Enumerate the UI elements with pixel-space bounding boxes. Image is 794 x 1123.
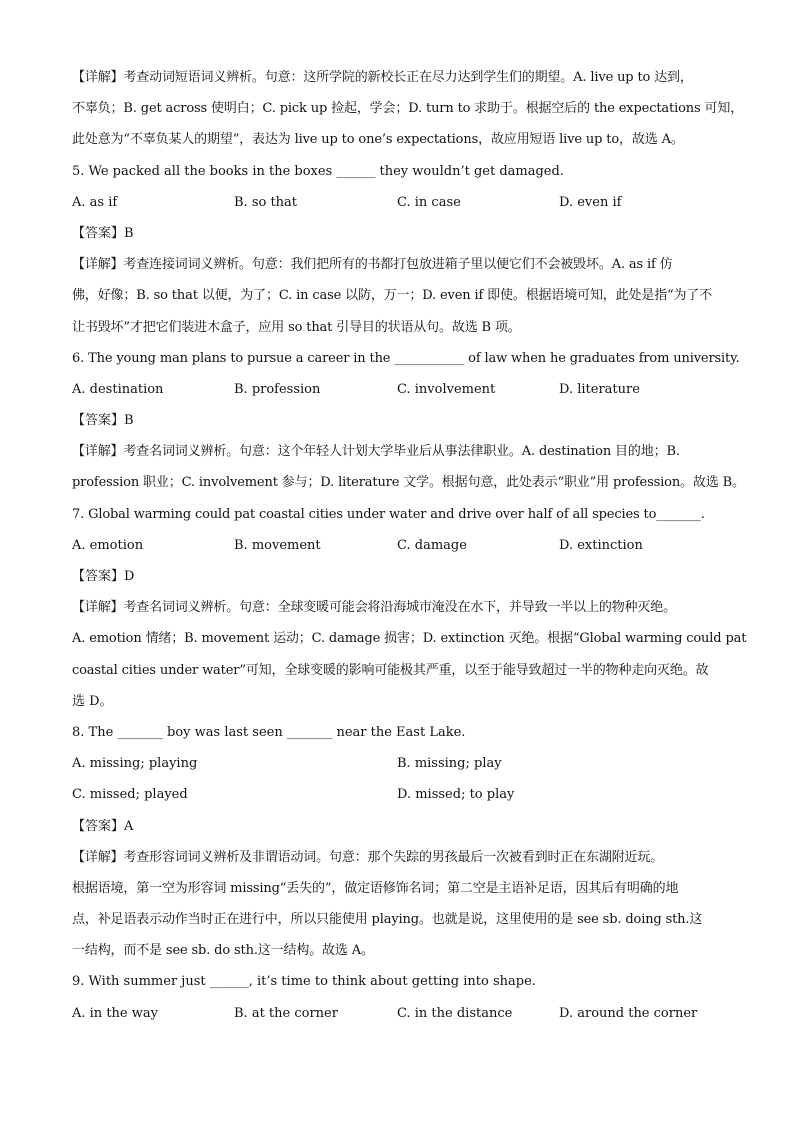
q7-options <box>72 530 732 561</box>
q8-option-c: C. missed; played <box>72 787 188 803</box>
q4-analysis-line-1: 【详解】考查动词短语词义辨析。句意：这所学院的新校长正在尽力达到学生们的期望。A. live up to 达到， <box>72 70 693 85</box>
q5-analysis-line-2: 佛，好像；B. so that 以便，为了；C. in case 以防，万一；D. even if 即使。根据语境可知，此处是指“为了不 <box>72 288 713 304</box>
q5-options <box>72 187 732 218</box>
q7-analysis-line-3: coastal cities under water”可知，全球变暖的影响可能极其严重，以至于能导致超过一半的物种走向灭绝。故 <box>72 662 709 678</box>
q9-option-c: C. in the distance <box>397 1005 513 1021</box>
q5-question: 5. We packed all the books in the boxes ______ they wouldn’t get damaged. <box>72 163 564 179</box>
q5-analysis-line-3: 让书毁坏”才把它们装进木盒子，应用 so that 引导目的状语从句。故选 B 项。 <box>72 319 521 335</box>
q8-analysis-line-1: 【详解】考查形容词词义辨析及非谓语动词。句意：那个失踪的男孩最后一次被看到时正在东湖附近玩。 <box>72 849 664 865</box>
q4-analysis-line-2: 不辜负；B. get across 使明白；C. pick up 捡起，学会；D. turn to 求助于。根据空后的 the expectations 可知， <box>72 101 744 117</box>
q8-analysis-line-3: 点，补足语表示动作当时正在进行中，所以只能使用 playing。也就是说，这里使用的是 see sb. doing sth.这 <box>72 912 703 928</box>
q6-options <box>72 374 732 405</box>
q4-analysis-line-3: 此处意为“不辜负某人的期望”，表达为 live up to one’s expectations，故应用短语 live up to，故选 A。 <box>72 132 684 148</box>
q8-answer: 【答案】A <box>72 818 134 834</box>
q8-option-a: A. missing; playing <box>72 756 198 772</box>
q8-analysis-line-2: 根据语境，第一空为形容词 missing“丢失的”，做定语修饰名词；第二空是主语补足语，因其后有明确的地 <box>72 880 679 896</box>
q7-question: 7. Global warming could pat coastal cities under water and drive over half of all species to_______. <box>72 506 705 522</box>
q7-analysis-line-1: 【详解】考查名词词义辨析。句意：全球变暖可能会将沿海城市淹没在水下，并导致一半以上的物种灭绝。 <box>72 600 676 616</box>
q6-option-b: B. profession <box>234 381 321 397</box>
q5-option-d: D. even if <box>559 194 622 210</box>
document-page <box>72 62 747 1029</box>
q9-option-b: B. at the corner <box>234 1005 338 1021</box>
q6-answer: 【答案】B <box>72 413 134 429</box>
q6-option-d: D. literature <box>559 381 640 397</box>
q9-option-a: A. in the way <box>72 1005 158 1021</box>
q7-option-c: C. damage <box>397 537 467 553</box>
q7-option-b: B. movement <box>234 537 321 553</box>
q6-option-a: A. destination <box>72 381 164 397</box>
q8-option-b: B. missing; play <box>397 756 502 772</box>
q8-question: 8. The _______ boy was last seen _______ near the East Lake. <box>72 724 466 740</box>
q5-option-c: C. in case <box>397 194 461 210</box>
q6-analysis-line-1: 【详解】考查名词词义辨析。句意：这个年轻人计划大学毕业后从事法律职业。A. destination 目的地；B. <box>72 444 680 460</box>
q7-option-d: D. extinction <box>559 537 643 553</box>
q9-option-d: D. around the corner <box>559 1005 698 1021</box>
q8-analysis-line-4: 一结构，而不是 see sb. do sth.这一结构。故选 A。 <box>72 943 374 959</box>
q7-analysis-line-4: 选 D。 <box>72 693 113 709</box>
q8-option-d: D. missed; to play <box>397 787 515 803</box>
q7-option-a: A. emotion <box>72 537 144 553</box>
q7-analysis-line-2: A. emotion 情绪；B. movement 运动；C. damage 损害；D. extinction 灭绝。根据“Global warming could pat <box>72 631 747 647</box>
q5-option-a: A. as if <box>72 194 118 210</box>
q6-analysis-line-2: profession 职业；C. involvement 参与；D. literature 文学。根据句意，此处表示“职业”用 profession。故选 B。 <box>72 475 745 491</box>
q9-question: 9. With summer just ______, it’s time to think about getting into shape. <box>72 974 536 990</box>
q7-answer: 【答案】D <box>72 569 135 584</box>
q6-option-c: C. involvement <box>397 381 496 397</box>
q6-question: 6. The young man plans to pursue a career in the ___________ of law when he graduates from university. <box>72 350 740 366</box>
q8-options-row-1 <box>72 748 732 779</box>
q8-options-row-2 <box>72 779 732 810</box>
q9-options <box>72 998 732 1029</box>
q5-answer: 【答案】B <box>72 225 134 241</box>
q5-analysis-line-1: 【详解】考查连接词词义辨析。句意：我们把所有的书都打包放进箱子里以便它们不会被毁坏。A. as if 仿 <box>72 257 673 273</box>
q5-option-b: B. so that <box>234 194 298 210</box>
